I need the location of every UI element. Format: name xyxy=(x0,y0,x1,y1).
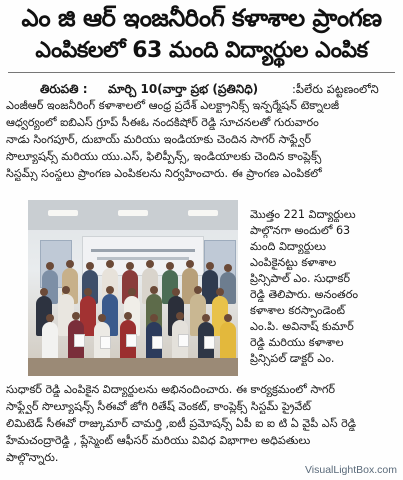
dateline-tail: :పీలేరు పట్టణంలోని xyxy=(292,82,379,96)
ceiling-light xyxy=(48,210,78,216)
headline-line-1: ఎం జి ఆర్ ఇంజనీరింగ్ కళాశాల ప్రాంగణ xyxy=(21,4,382,32)
body-line: సొల్యూషన్స్ మరియు యు.ఎస్, ఫిలిప్పీన్స్, ఇండియాలకు చెందిన కాంప్లెక్స్ xyxy=(6,150,322,163)
dateline-place: తిరుపతి : xyxy=(40,82,88,96)
side-column-line: మొత్తం 221 విద్యార్థులు xyxy=(250,208,356,221)
body-line: ఆధ్వర్యంలో ఐబిఎస్ గ్రూప్ సీఈఓ నందకిషోర్ రెడ్డి సూచనలతో గురువారం xyxy=(6,116,319,129)
body-line: నాడు సింగపూర్, దుబాయ్ మరియు ఇండియాకు చెందిన సాగర్ సాఫ్ట్వేర్ xyxy=(6,133,311,146)
body-line: పాల్గొన్నారు. xyxy=(6,451,59,464)
side-column-line: ఎం.పి. అవినాష్ కుమార్ xyxy=(250,320,354,333)
body-line: సుధాకర్ రెడ్డి ఎంపికైన విద్యార్థులను అభినందించారు. ఈ కార్యక్రమంలో సాగర్ xyxy=(6,383,336,396)
watermark: VisualLightBox.com xyxy=(304,464,397,476)
ceiling-light xyxy=(118,210,148,216)
side-column-line: రెడ్డి మరియు కళాశాల xyxy=(250,336,344,349)
side-column-line: ప్రిన్సిపల్ డాక్టర్ ఎం. xyxy=(250,352,335,365)
side-column-line: పాల్గొనగా అందులో 63 xyxy=(250,224,351,237)
headline-divider xyxy=(8,72,395,73)
side-column-line: కళాశాల కరస్పాండెంట్ xyxy=(250,304,345,317)
body-line: సిస్టమ్స్ సంస్థలు ప్రాంగణ ఎంపికలను నిర్వహించారు. ఈ ప్రాంగణ ఎంపికలో xyxy=(6,167,322,180)
side-column-line: మంది విద్యార్థులు xyxy=(250,240,326,253)
dateline-date: మార్చి 10(వార్తా ప్రభ (ప్రతినిధి) xyxy=(108,82,259,96)
photo-floor xyxy=(28,358,238,376)
ceiling-light xyxy=(188,210,218,216)
group-photo xyxy=(28,200,238,376)
side-column-line: రెడ్డి తెలిపారు. అనంతరం xyxy=(250,288,359,301)
body-line: లిమిటెడ్ సీఈవో రాజ్కుమార్ చామర్తి ,ఐటీ ప్రమోషన్స్ ఏపీ ఐ ఐ టి ఏ వైపీ ఎస్ రెడ్డి xyxy=(6,417,357,430)
body-line: హేమచంద్రారెడ్డి , ప్లేస్మెంట్ ఆఫీసర్ మరియు వివిధ విభాగాల అధిపతులు xyxy=(6,434,311,447)
side-column-line: ఎంపికైనట్టు కళాశాల xyxy=(250,256,337,269)
body-line: సాఫ్ట్వేర్ సొల్యూషన్స్ సీఈవో జోగి రితేష్ వెంకట్, కాంప్లెక్స్ సిస్టమ్ ప్రైవేట్ xyxy=(6,400,311,413)
body-line: ఎంజీఆర్ ఇంజనీరింగ్ కళాశాలలో ఆంధ్ర ప్రదేశ్ ఎలక్ట్రానిక్స్ ఇన్ఫర్మేషన్ టెక్నాలజీ xyxy=(6,99,340,112)
headline-line-2: ఎంపికలలో 63 మంది విద్యార్థుల ఎంపిక xyxy=(35,38,368,63)
side-column-line: ప్రిన్సిపాల్ ఎం. సుధాకర్ xyxy=(250,272,350,285)
